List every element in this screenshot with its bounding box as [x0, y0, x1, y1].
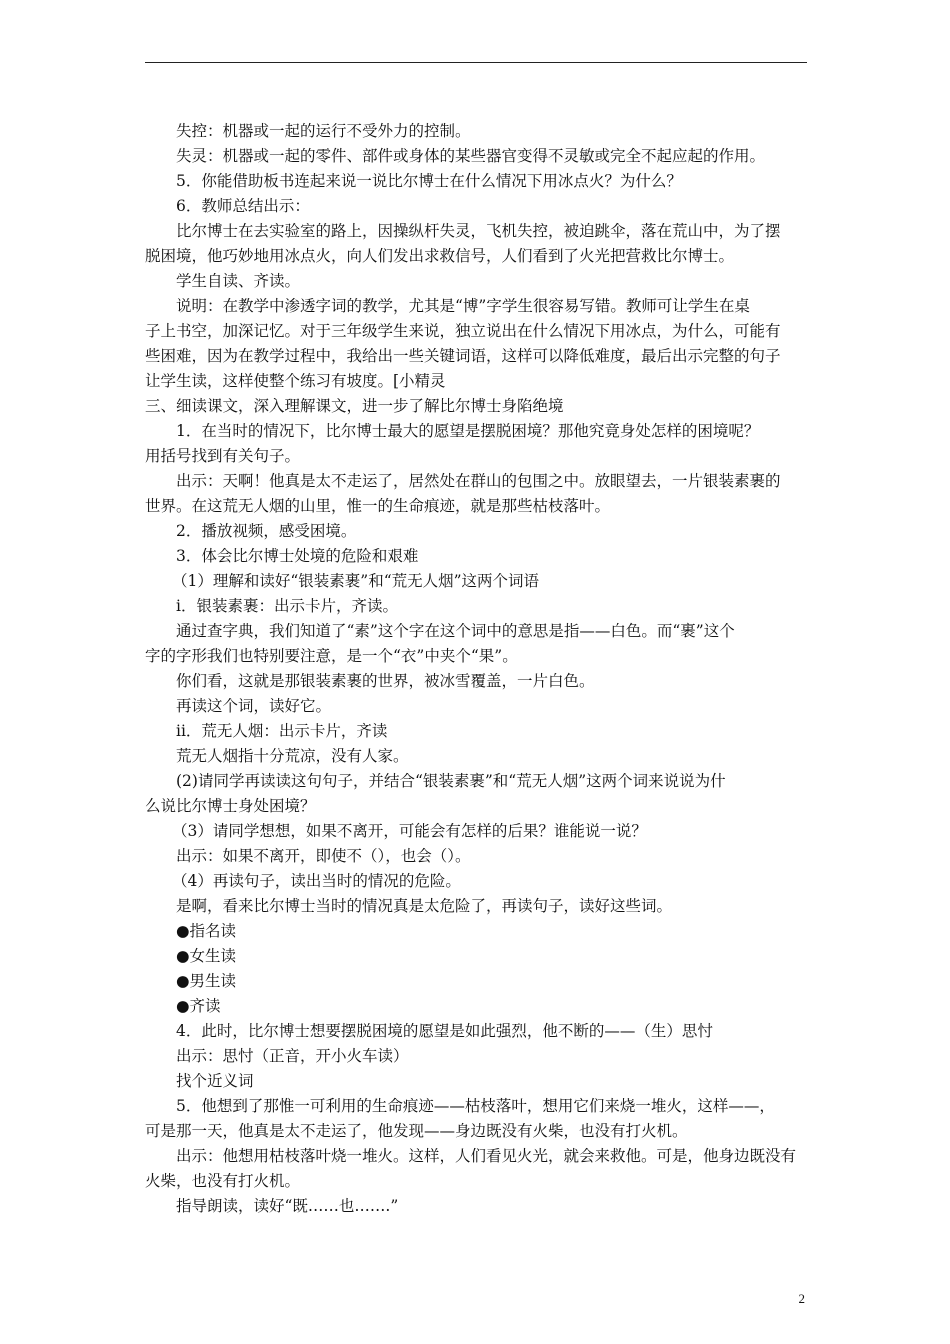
text-line: 再读这个词，读好它。	[176, 697, 332, 715]
text-line: （1）理解和读好“银装素裹”和“荒无人烟”这两个词语	[172, 572, 540, 590]
text-line: 失灵：机器或一起的零件、部件或身体的某些器官变得不灵敏或完全不起应起的作用。	[176, 147, 766, 165]
text-line: 么说比尔博士身处困境？	[145, 797, 316, 815]
text-line: 字的字形我们也特别要注意，是一个“衣”中夹个“果”。	[145, 647, 518, 665]
text-line: ii．荒无人烟：出示卡片，齐读	[176, 722, 388, 740]
text-line: 说明：在教学中渗透字词的教学，尤其是“博”字学生很容易写错。教师可让学生在桌	[176, 297, 750, 315]
text-line: ●齐读	[176, 997, 221, 1015]
text-line: ●指名读	[176, 922, 237, 940]
text-line: 学生自读、齐读。	[176, 272, 301, 290]
text-line: 荒无人烟指十分荒凉，没有人家。	[176, 747, 409, 765]
text-line: 2．播放视频，感受困境。	[176, 522, 357, 540]
text-line: (2)请同学再读读这句句子，并结合“银装素裹”和“荒无人烟”这两个词来说说为什	[176, 772, 726, 790]
text-line: 火柴，也没有打火机。	[145, 1172, 301, 1190]
text-line: 出示：如果不离开，即使不（），也会（）。	[176, 847, 471, 865]
text-line: i．银装素裹：出示卡片，齐读。	[176, 597, 398, 615]
text-line: 是啊，看来比尔博士当时的情况真是太危险了，再读句子，读好这些词。	[176, 897, 673, 915]
text-line: ●男生读	[176, 972, 237, 990]
text-line: 6．教师总结出示：	[176, 197, 310, 215]
text-line: 5．他想到了那惟一可利用的生命痕迹——枯枝落叶，想用它们来烧一堆火，这样——，	[176, 1097, 775, 1115]
text-line: ●女生读	[176, 947, 237, 965]
text-line: 比尔博士在去实验室的路上，因操纵杆失灵，飞机失控，被迫跳伞，落在荒山中，为了摆	[176, 222, 781, 240]
text-line: 些困难，因为在教学过程中，我给出一些关键词语，这样可以降低难度，最后出示完整的句子	[145, 347, 781, 365]
text-line: （4）再读句子，读出当时的情况的危险。	[172, 872, 461, 890]
text-line: 子上书空，加深记忆。对于三年级学生来说，独立说出在什么情况下用冰点，为什么，可能有	[145, 322, 781, 340]
text-line: 指导朗读，读好“既……也…….”	[176, 1197, 399, 1215]
text-line: 出示：天啊！他真是太不走运了，居然处在群山的包围之中。放眼望去，一片银装素裹的	[176, 472, 781, 490]
text-line: 三、细读课文，深入理解课文，进一步了解比尔博士身陷绝境	[145, 397, 564, 415]
text-line: （3）请同学想想，如果不离开，可能会有怎样的后果？谁能说一说？	[172, 822, 647, 840]
text-line: 出示：思忖（正音，开小火车读）	[176, 1047, 409, 1065]
text-line: 世界。在这荒无人烟的山里，惟一的生命痕迹，就是那些枯枝落叶。	[145, 497, 611, 515]
text-line: 1．在当时的情况下，比尔博士最大的愿望是摆脱困境？那他究竟身处怎样的困境呢？	[176, 422, 760, 440]
text-line: 用括号找到有关句子。	[145, 447, 301, 465]
text-line: 4．此时，比尔博士想要摆脱困境的愿望是如此强烈，他不断的——（生）思忖	[176, 1022, 713, 1040]
text-line: 出示：他想用枯枝落叶烧一堆火。这样，人们看见火光，就会来救他。可是，他身边既没有	[176, 1147, 797, 1165]
page-number: 2	[798, 1291, 805, 1306]
text-line: 通过查字典，我们知道了“素”这个字在这个词中的意思是指——白色。而“裹”这个	[176, 622, 735, 640]
text-line: 失控：机器或一起的运行不受外力的控制。	[176, 122, 471, 140]
document-body	[145, 119, 807, 1219]
text-line: 可是那一天，他真是太不走运了，他发现——身边既没有火柴，也没有打火机。	[145, 1122, 688, 1140]
text-line: 脱困境，他巧妙地用冰点火，向人们发出求救信号，人们看到了火光把营救比尔博士。	[145, 247, 735, 265]
text-line: 让学生读，这样使整个练习有坡度。[小精灵	[145, 372, 446, 390]
text-line: 3．体会比尔博士处境的危险和艰难	[176, 547, 419, 565]
header-rule	[145, 62, 807, 63]
text-line: 你们看，这就是那银装素裹的世界，被冰雪覆盖，一片白色。	[176, 672, 595, 690]
text-line: 5．你能借助板书连起来说一说比尔博士在什么情况下用冰点火？为什么？	[176, 172, 682, 190]
text-line: 找个近义词	[176, 1072, 254, 1090]
